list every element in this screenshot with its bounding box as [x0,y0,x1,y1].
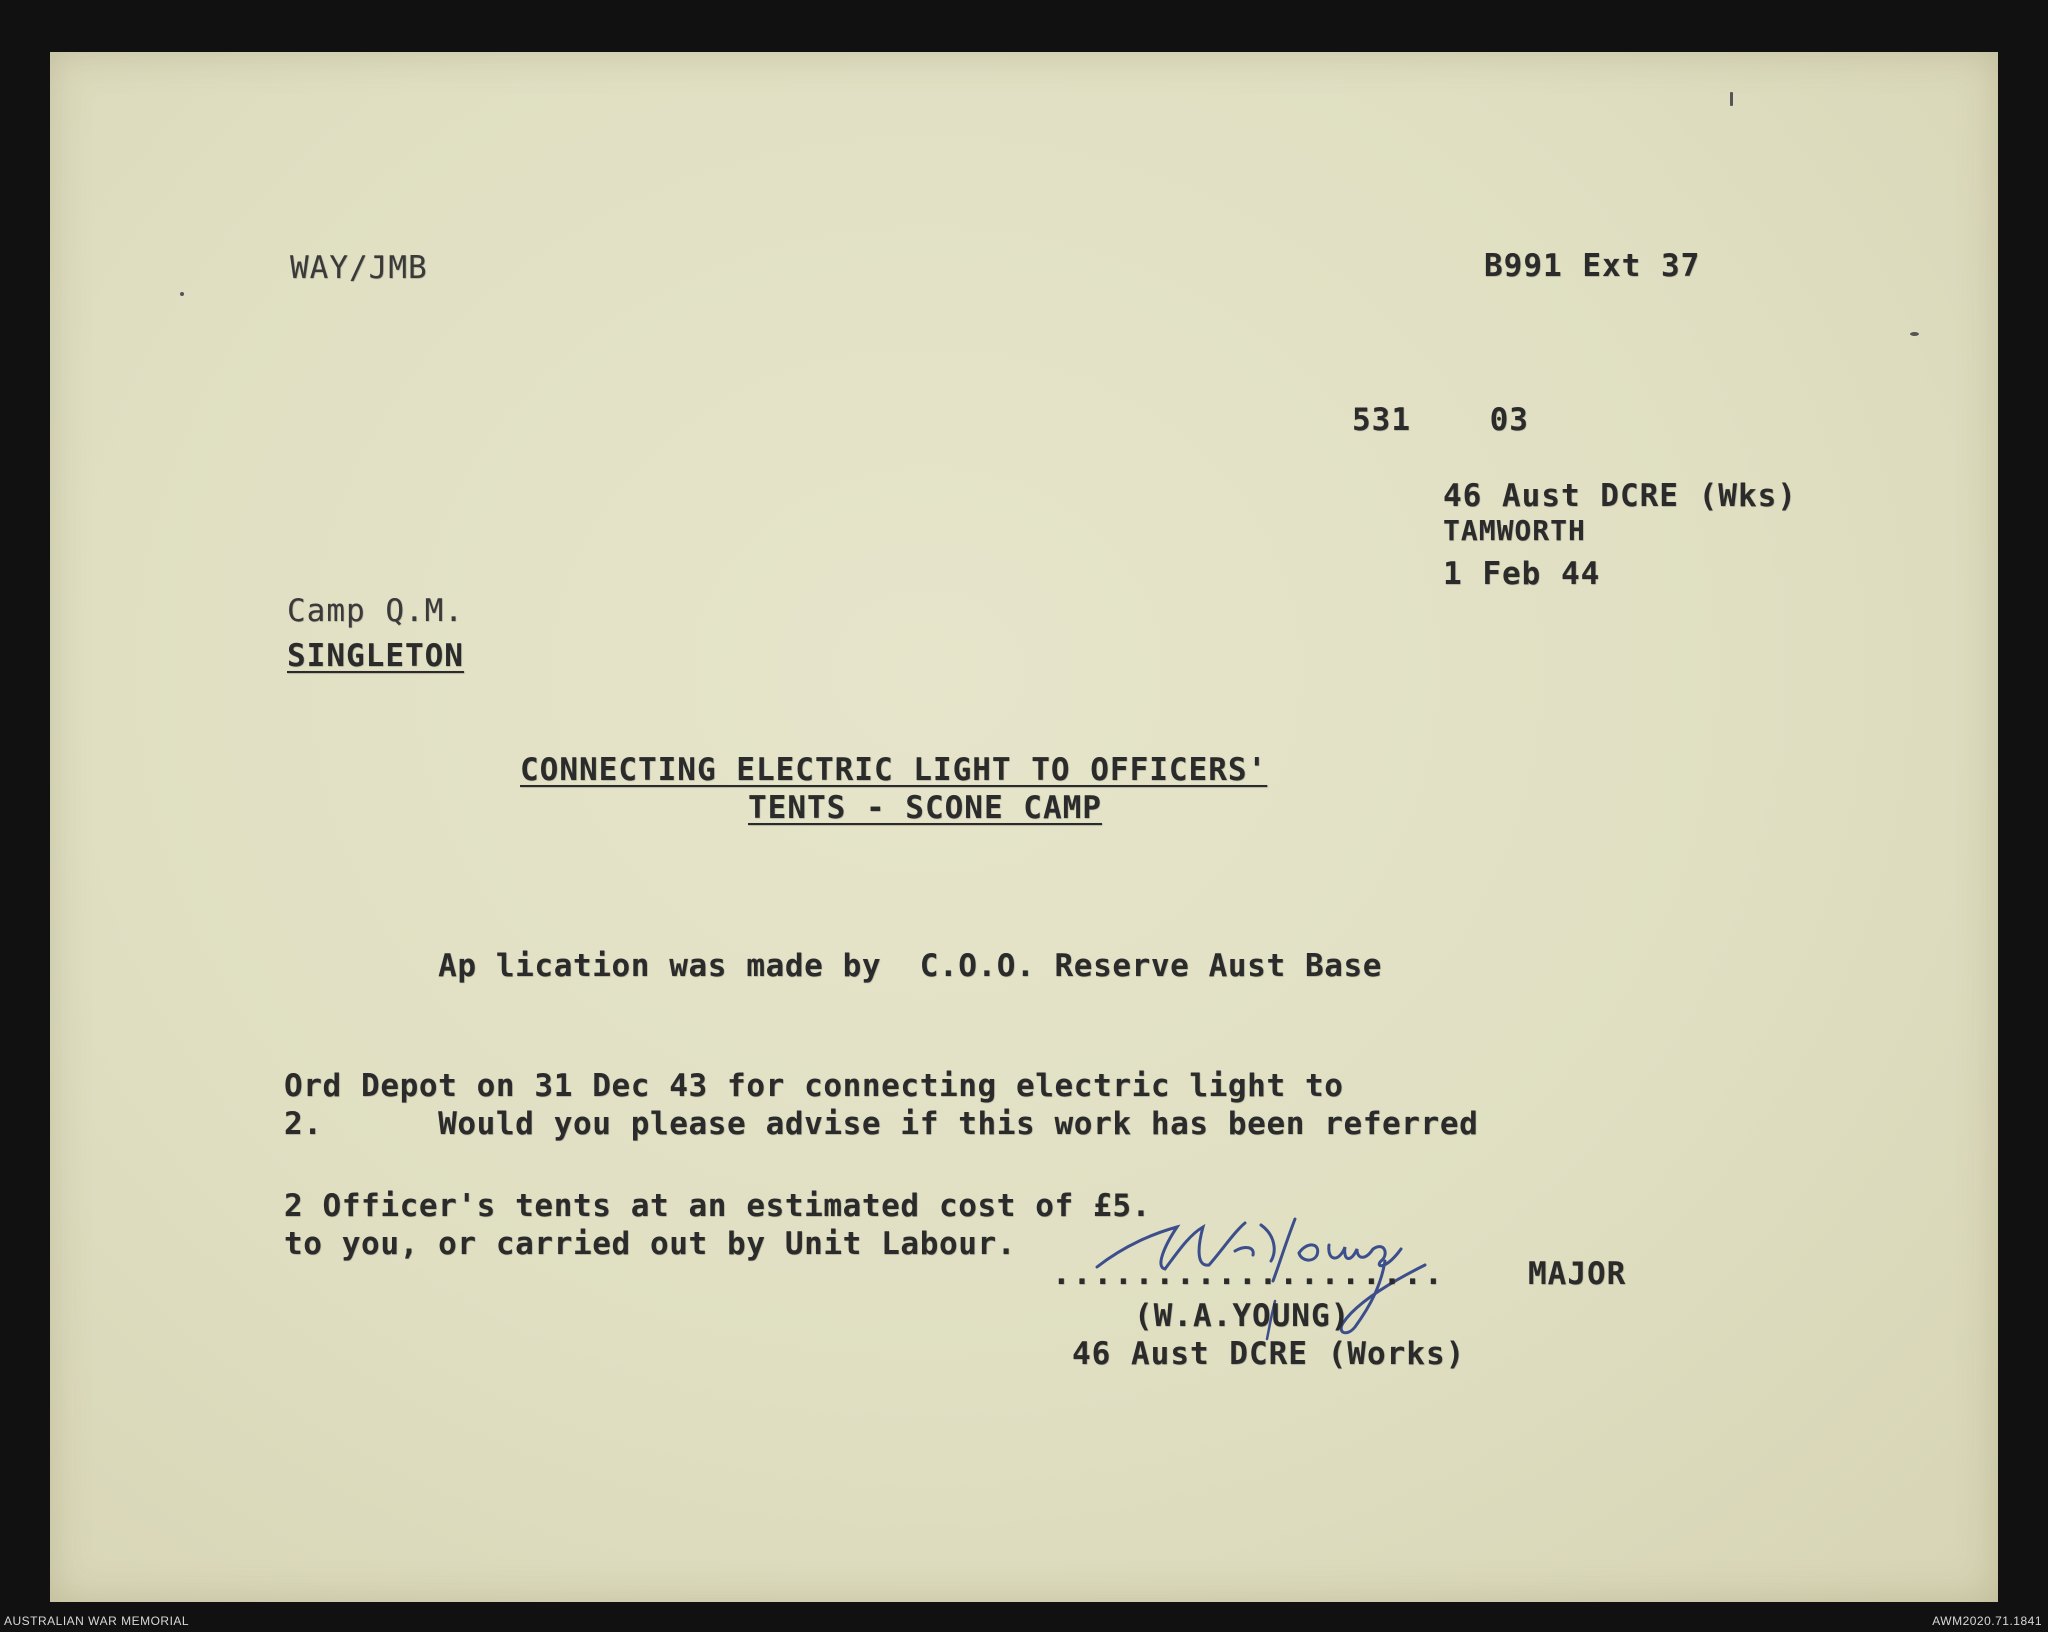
reference-left: WAY/JMB [290,250,428,286]
ink-speck [1730,92,1733,106]
paragraph-2-line-1: 2. Would you please advise if this work has been referred [284,1106,1479,1142]
signature-rank: MAJOR [1528,1256,1627,1292]
addressee-location: SINGLETON [287,638,464,674]
sender-location: TAMWORTH [1443,514,1586,547]
paragraph-2-line-2: to you, or carried out by Unit Labour. [284,1226,1017,1262]
subject-line-1: CONNECTING ELECTRIC LIGHT TO OFFICERS' [520,752,1268,788]
signature-typed-name: (W.A.YOUNG) [1134,1298,1351,1334]
paragraph-1-line-1: Ap lication was made by C.O.O. Reserve Aust Base [284,948,1383,984]
paragraph-1-line-2: Ord Depot on 31 Dec 43 for connecting electric light to [284,1068,1344,1104]
footer-left: AUSTRALIAN WAR MEMORIAL [4,1614,190,1628]
sender-date: 1 Feb 44 [1443,556,1601,592]
signature-dots: ................... [1052,1256,1445,1292]
footer-right: AWM2020.71.1841 [1932,1614,2042,1628]
ink-speck [180,292,184,296]
ink-speck [1910,332,1919,336]
signature-unit: 46 Aust DCRE (Works) [1072,1336,1466,1372]
addressee-title: Camp Q.M. [287,593,464,629]
reference-right: B991 Ext 37 [1484,248,1701,284]
subject-line-2: TENTS - SCONE CAMP [748,790,1102,826]
paragraph-1-line-3: 2 Officer's tents at an estimated cost of £5. [284,1188,1151,1224]
file-numbers: 531 03 [1352,402,1529,438]
sender-unit: 46 Aust DCRE (Wks) [1443,478,1797,514]
